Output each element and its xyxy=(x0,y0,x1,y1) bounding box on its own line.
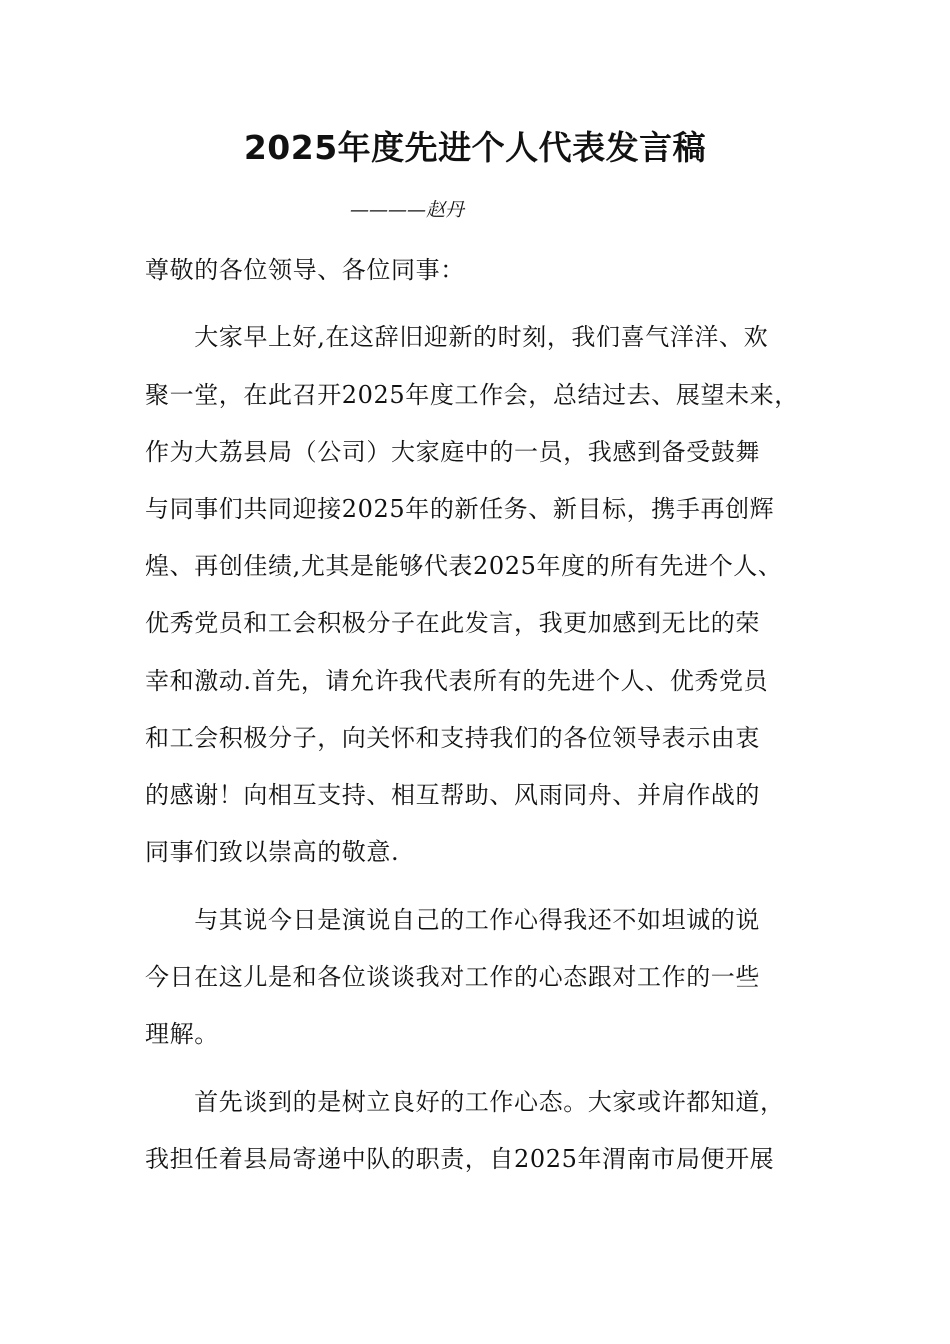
paragraph-line: 煌、再创佳绩,尤其是能够代表2025年度的所有先进个人、 xyxy=(145,552,783,580)
paragraph-line: 与同事们共同迎接2025年的新任务、新目标，携手再创辉 xyxy=(145,495,775,523)
paragraph-line: 今日在这儿是和各位谈谈我对工作的心态跟对工作的一些 xyxy=(145,963,760,991)
salutation-line: 尊敬的各位领导、各位同事： xyxy=(145,256,465,284)
paragraph-line: 与其说今日是演说自己的工作心得我还不如坦诚的说 xyxy=(145,906,760,934)
paragraph-line: 同事们致以崇高的敬意. xyxy=(145,838,400,866)
document-title: 2025年度先进个人代表发言稿 xyxy=(243,128,707,167)
paragraph-line: 我担任着县局寄递中队的职责，自2025年渭南市局便开展 xyxy=(145,1145,775,1173)
paragraph-line: 大家早上好,在这辞旧迎新的时刻，我们喜气洋洋、欢 xyxy=(145,323,769,351)
paragraph-line: 首先谈到的是树立良好的工作心态。大家或许都知道， xyxy=(145,1088,785,1116)
paragraph-line: 聚一堂，在此召开2025年度工作会，总结过去、展望未来， xyxy=(145,381,799,409)
author-byline: ————赵丹 xyxy=(350,199,465,221)
paragraph-line: 作为大荔县局（公司）大家庭中的一员，我感到备受鼓舞 xyxy=(145,438,760,466)
paragraph-line: 和工会积极分子，向关怀和支持我们的各位领导表示由衷 xyxy=(145,724,760,752)
paragraph-line: 的感谢！向相互支持、相互帮助、风雨同舟、并肩作战的 xyxy=(145,781,760,809)
paragraph-line: 理解。 xyxy=(145,1020,219,1048)
paragraph-line: 幸和激动.首先，请允许我代表所有的先进个人、优秀党员 xyxy=(145,667,769,695)
paragraph-line: 优秀党员和工会积极分子在此发言，我更加感到无比的荣 xyxy=(145,609,760,637)
